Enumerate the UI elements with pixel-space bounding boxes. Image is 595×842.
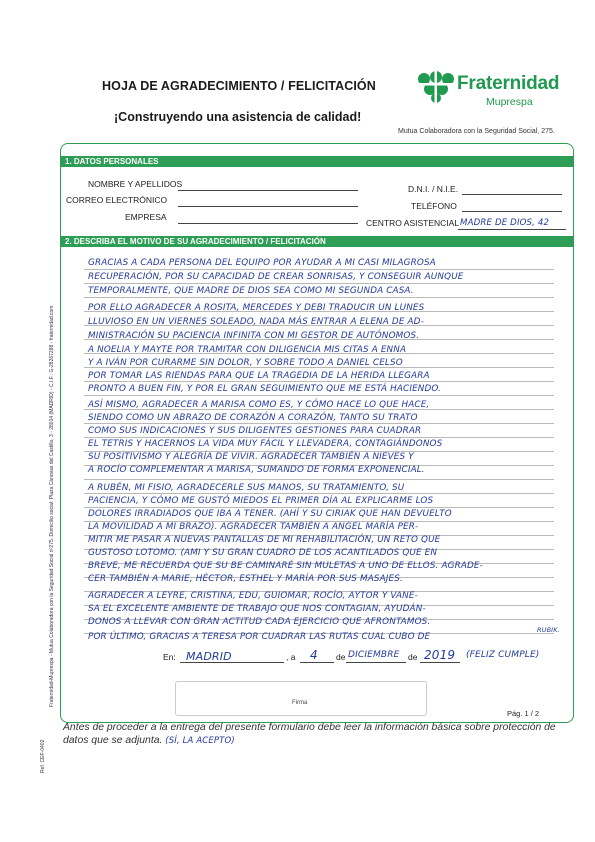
date-de1-label: de <box>336 652 346 662</box>
date-a-label: , a <box>286 652 296 662</box>
ruled-line <box>84 269 554 270</box>
handwritten-line: TEMPORALMENTE, QUE MADRE DE DIOS SEA COMO MI SEGUNDA CASA. <box>88 286 414 296</box>
handwritten-line: A RUBÉN, MI FISIO, AGRADECERLE SUS MANOS, SU TRATAMIENTO, SU <box>88 483 405 493</box>
data-protection-note <box>63 721 575 748</box>
date-day-line <box>300 662 334 663</box>
handwritten-line: DOLORES IRRADIADOS QUE IBA A TENER. (AHÍ Y SU CIRIAK QUE HAN DEVUELTO <box>88 509 452 519</box>
centro-value[interactable]: MADRE DE DIOS, 42 <box>460 218 550 228</box>
handwritten-line: CER TAMBIÉN A MARIE, HÉCTOR, ESTHEL Y MARÍA POR SUS MASAJES. <box>88 574 403 584</box>
section-motivo-header: 2. DESCRIBA EL MOTIVO DE SU AGRADECIMIENTO / FELICITACIÓN <box>61 236 573 247</box>
ruled-line <box>84 507 554 508</box>
logo-name: Fraternidad <box>457 73 560 94</box>
side-legal-text: Fraternidad-Muprespa - Mutua Colaboradora con la Seguridad Social nº275. Domicilio social: Plaza Cánovas del Castillo, 3 - 28014 (MADRID) - C.I.F.: G-28267288 - fraternidad.com <box>49 305 55 707</box>
dni-field[interactable] <box>462 194 562 195</box>
ruled-line <box>84 395 554 396</box>
ruled-line <box>84 381 554 382</box>
handwritten-line: LA MOVILIDAD A MI BRAZO). AGRADECER TAMBIÉN A ANGEL MARÍA PER- <box>88 522 419 532</box>
date-de2-label: de <box>408 652 418 662</box>
date-day[interactable]: 4 <box>310 648 318 662</box>
empresa-field[interactable] <box>178 223 358 224</box>
handwritten-line: SA EL EXCELENTE AMBIENTE DE TRABAJO QUE NOS CONTAGIAN, AYUDÁN- <box>88 604 426 614</box>
handwritten-line: PACIENCIA, Y CÓMO ME GUSTÓ MIEDOS EL PRIMER DÍA AL EXPLICARME LOS <box>88 496 434 506</box>
nombre-label: NOMBRE Y APELLIDOS <box>88 179 183 189</box>
correo-field[interactable] <box>178 206 358 207</box>
handwritten-line: MITIR ME PASAR A NUEVAS PANTALLAS DE MI REHABILITACIÓN, UN RETO QUE <box>88 535 441 545</box>
handwritten-line: PRONTO A BUEN FIN, Y POR EL GRAN SEGUIMIENTO QUE ME ESTÁ HACIENDO. <box>88 384 442 394</box>
handwritten-line: A ROCÍO COMPLEMENTAR A MARISA, SUMANDO DE FORMA EXPONENCIAL. <box>88 465 425 475</box>
handwritten-line: COMO SUS INDICACIONES Y SUS DILIGENTES GESTIONES PARA CUADRAR <box>88 426 422 436</box>
handwritten-line: LLUVIOSO EN UN VIERNES SOLEADO, NADA MÁS ENTRAR A ELENA DE AD- <box>88 317 424 327</box>
handwritten-line: SIENDO COMO UN ABRAZO DE CORAZÓN A CORAZÓN, TANTO SU TRATO <box>88 413 418 423</box>
signature-box[interactable] <box>175 681 427 716</box>
date-year-line <box>420 662 460 663</box>
telefono-field[interactable] <box>462 211 562 212</box>
data-protection-handnote: (SÍ, LA ACEPTO) <box>165 736 235 746</box>
handwritten-line: BREVE, ME RECUERDA QUE SU BE CAMINARÉ SIN MULETAS A UNO DE ELLOS. AGRADE- <box>88 561 483 571</box>
date-extra-note: (FELIZ CUMPLE) <box>466 650 540 660</box>
ruled-line <box>84 283 554 284</box>
document-title: HOJA DE AGRADECIMIENTO / FELICITACIÓN <box>102 79 376 93</box>
date-city[interactable]: MADRID <box>186 650 232 663</box>
page-number: Pág. 1 / 2 <box>507 709 540 718</box>
correo-label: CORREO ELECTRÓNICO <box>66 195 168 205</box>
handwritten-line: ASÍ MISMO, AGRADECER A MARISA COMO ES, Y CÓMO HACE LO QUE HACE, <box>88 400 430 410</box>
handwritten-line: POR ELLO AGRADECER A ROSITA, MERCEDES Y DEBI TRADUCIR UN LUNES <box>88 303 425 313</box>
fraternidad-logo <box>416 70 456 104</box>
ruled-line <box>84 479 554 480</box>
section-personal-data-header: 1. DATOS PERSONALES <box>61 156 573 167</box>
date-month[interactable]: DICIEMBRE <box>348 650 400 660</box>
handwritten-line: POR ÚLTIMO, GRACIAS A TERESA POR CUADRAR LAS RUTAS CUAL CUBO DE <box>88 632 431 642</box>
dni-label: D.N.I. / N.I.E. <box>408 184 459 194</box>
ruled-line <box>84 423 554 424</box>
nombre-field[interactable] <box>178 190 358 191</box>
handwritten-line: A NOELIA Y MAYTE POR TRAMITAR CON DILIGENCIA MIS CITAS A ENNA <box>88 345 407 355</box>
ref-code: Ref. CEF-0402 <box>40 739 46 773</box>
ruled-line <box>84 493 554 494</box>
handwritten-line: AGRADECER A LEYRE, CRISTINA, EDU, GUIOMAR, ROCÍO, AYTOR Y VANE- <box>88 591 418 601</box>
handwritten-line: GUSTOSO LOTOMO. (AMI Y SU GRAN CUADRO DE LOS ACANTILADOS QUE EN <box>88 548 438 558</box>
ruled-line <box>84 437 554 438</box>
handwritten-line: DONOS A LLEVAR CON GRAN ACTITUD CADA EJERCICIO QUE AFRONTAMOS. <box>88 617 431 627</box>
handwritten-line: GRACIAS A CADA PERSONA DEL EQUIPO POR AYUDAR A MI CASI MILAGROSA <box>88 258 436 268</box>
handwritten-line: MINISTRACIÓN SU PACIENCIA INFINITA CON MI GESTOR DE AUTÓNOMOS. <box>88 331 420 341</box>
date-city-line <box>180 662 284 663</box>
date-month-line <box>346 662 406 663</box>
empresa-label: EMPRESA <box>125 212 167 222</box>
handwritten-line: EL TETRIS Y HACERNOS LA VIDA MUY FÁCIL Y LLEVADERA, CONTAGIÁNDONOS <box>88 439 443 449</box>
date-en-label: En: <box>163 652 176 662</box>
centro-field-line <box>458 229 566 230</box>
logo-mark-icon <box>416 70 456 104</box>
telefono-label: TELÉFONO <box>411 201 457 211</box>
handwritten-rubik: RUBIK. <box>537 626 560 634</box>
centro-label: CENTRO ASISTENCIAL <box>366 218 460 228</box>
handwritten-line: Y A IVÁN POR CURARME SIN DOLOR, Y SOBRE TODO A DANIEL CELSO <box>88 358 403 368</box>
handwritten-line: RECUPERACIÓN, POR SU CAPACIDAD DE CREAR SONRISAS, Y CONSEGUIR AUNQUE <box>88 272 464 282</box>
firma-label: Firma <box>292 700 308 706</box>
handwritten-line: SU POSITIVISMO Y ALEGRÍA DE VIVIR. AGRADECER TAMBIÉN A NIEVES Y <box>88 452 414 462</box>
date-year[interactable]: 2019 <box>424 648 456 662</box>
data-protection-text: Antes de proceder a la entrega del presente formulario debe leer la información básica sobre protección de datos que se adjunta. <box>63 722 556 746</box>
handwritten-line: POR TOMAR LAS RIENDAS PARA QUE LA TRAGEDIA DE LA HERIDA LLEGARA <box>88 371 430 381</box>
document-subtitle: ¡Construyendo una asistencia de calidad! <box>114 110 362 124</box>
ruled-line <box>84 297 554 298</box>
logo-subname: Muprespa <box>486 96 533 108</box>
mutua-text: Mutua Colaboradora con la Seguridad Social, 275. <box>398 128 555 135</box>
